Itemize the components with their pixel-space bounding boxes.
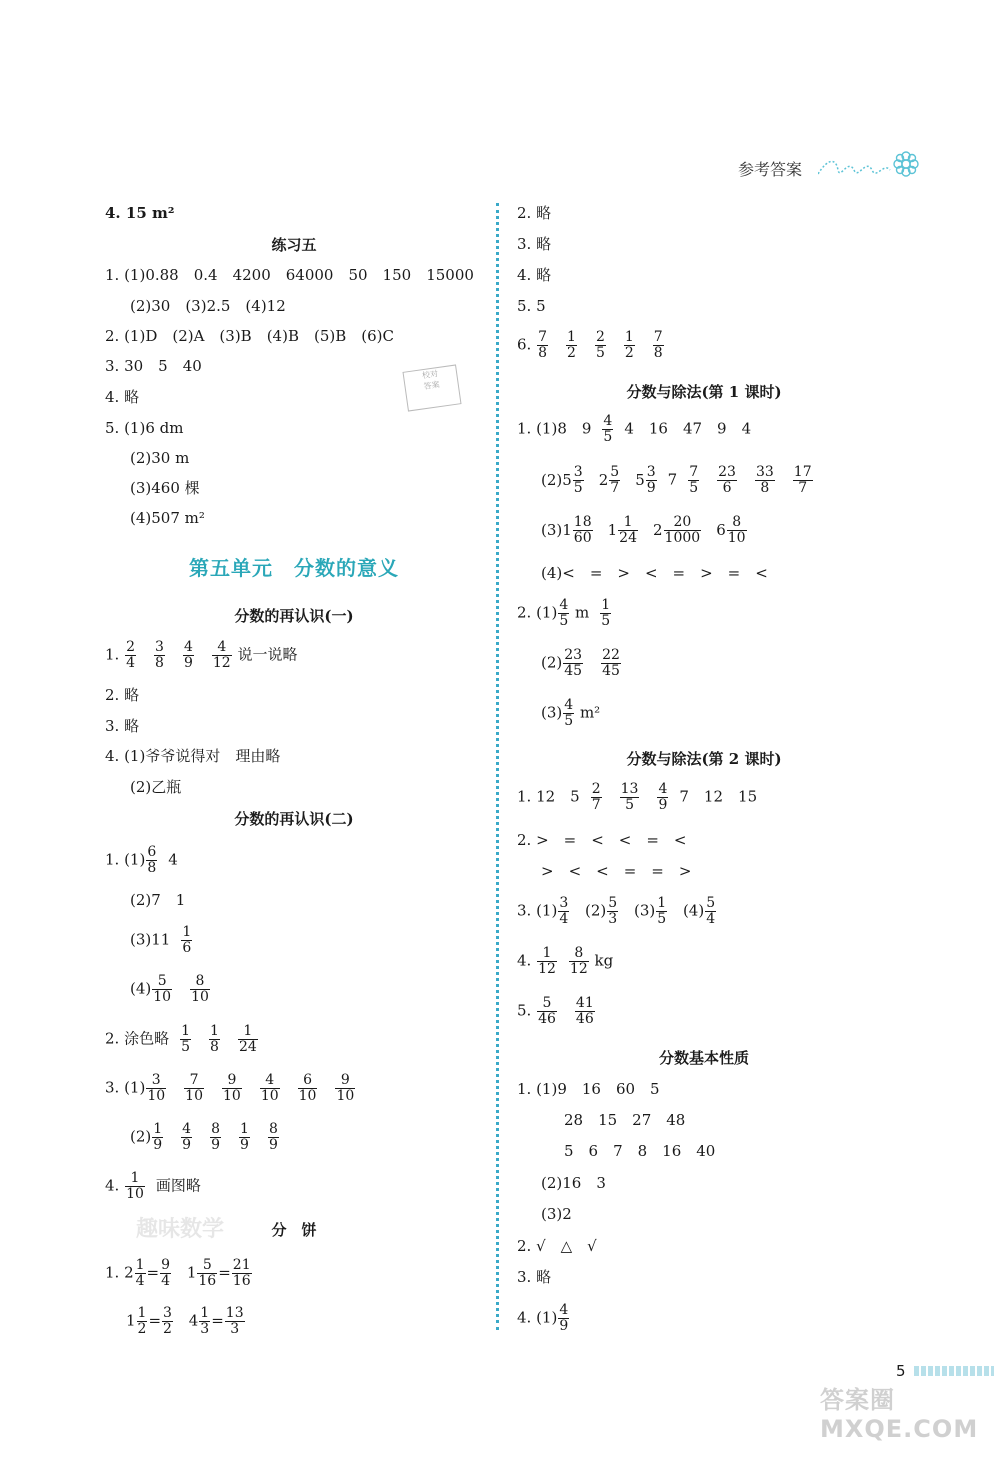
denominator: 8	[760, 480, 770, 496]
denominator: 2	[137, 1321, 147, 1337]
column-divider	[496, 203, 499, 1330]
fraction	[609, 465, 620, 496]
fraction	[618, 515, 638, 546]
mixed-number	[607, 514, 639, 546]
mixed-number	[653, 514, 702, 546]
fraction	[537, 330, 548, 361]
numerator: 6	[147, 844, 157, 860]
fraction	[232, 1258, 252, 1289]
fraction	[563, 648, 583, 679]
whole-part: 2	[598, 470, 609, 489]
section-heading-basic-property: 分数基本性质	[658, 1049, 750, 1067]
numerator: 8	[268, 1121, 278, 1137]
numerator: 6	[298, 1073, 318, 1089]
answer-line: 5. (1)6 dm	[105, 419, 184, 437]
denominator: 10	[260, 1088, 279, 1104]
denominator: 4	[559, 911, 569, 927]
fraction	[160, 1258, 171, 1289]
fraction	[558, 896, 569, 927]
flower-decoration-icon	[818, 148, 923, 184]
fraction	[162, 1306, 173, 1337]
denominator: 3	[608, 911, 618, 927]
numerator: 17	[793, 464, 812, 480]
answer-line: (2)7 1	[130, 891, 186, 909]
answer-line: 3. 30 5 40	[105, 357, 202, 375]
numerator: 1	[567, 329, 576, 345]
whole-part: 2	[653, 520, 663, 539]
denominator: 9	[211, 1137, 221, 1153]
denominator: 10	[153, 989, 172, 1005]
denominator: 7	[591, 797, 601, 813]
denominator: 5	[601, 613, 611, 629]
denominator: 7	[798, 480, 808, 496]
fraction	[180, 1024, 191, 1055]
numerator: 1	[125, 1171, 145, 1187]
fraction	[607, 896, 618, 927]
numerator: 3	[155, 639, 164, 655]
numerator: 1	[137, 1305, 147, 1321]
fraction	[563, 698, 574, 729]
answer-line: 4. 15 m²	[105, 204, 175, 222]
denominator: 46	[538, 1011, 556, 1027]
numerator: 1	[624, 329, 634, 345]
fraction	[755, 465, 775, 496]
fraction	[210, 1122, 221, 1153]
answer-line: 4. 略	[517, 266, 552, 284]
answer-line: 3. 略	[517, 1268, 552, 1286]
answer-line: 2. √ △ √	[517, 1237, 597, 1255]
numerator: 3	[146, 1073, 166, 1089]
answer-line: 3. 略	[517, 235, 552, 253]
unit-title: 第五单元 分数的意义	[189, 556, 399, 580]
numerator: 5	[706, 895, 716, 911]
denominator: 3	[200, 1321, 210, 1337]
numerator: 1	[601, 597, 611, 613]
fraction	[222, 1073, 242, 1104]
answer-line-fractions: 5. $\frac{5}{46}$ $\frac{41}{46}$	[517, 995, 594, 1027]
answer-line: (2)乙瓶	[130, 778, 182, 796]
mixed-number	[541, 514, 594, 546]
fraction	[566, 330, 577, 361]
denominator: 7	[610, 480, 620, 496]
fraction	[298, 1073, 318, 1104]
denominator: 6	[182, 940, 192, 956]
fraction	[181, 1122, 192, 1153]
numerator: 41	[575, 995, 594, 1011]
numerator: 7	[184, 1073, 204, 1089]
answer-line-fractions: (3) $\frac{4}{5}$ m²	[541, 697, 601, 729]
denominator: 5	[595, 345, 605, 361]
answer-line-fractions: 1. 12 5 $\frac{2}{7}$ $\frac{13}{5}$ $\frac{4}{9}$ 7 12 15	[517, 781, 758, 813]
denominator: 10	[191, 989, 209, 1005]
fraction	[657, 782, 668, 813]
numerator: 4	[559, 597, 569, 613]
denominator: 24	[238, 1039, 257, 1055]
numerator: 5	[610, 464, 620, 480]
fraction	[135, 1258, 146, 1289]
denominator: 9	[153, 1137, 163, 1153]
answer-line-fractions: 1. (1)8 9 $\frac{4}{5}$ 4 16 47 9 4	[517, 413, 752, 445]
numerator: 18	[573, 514, 592, 530]
numerator: 4	[182, 1121, 192, 1137]
denominator: 10	[147, 1088, 166, 1104]
answer-line-fractions: 4. (1) $\frac{4}{9}$	[517, 1302, 569, 1334]
numerator: 23	[564, 647, 583, 663]
answer-line-fractions: 1. (1) $\frac{6}{8}$ 4	[105, 844, 178, 876]
numerator: 22	[602, 647, 620, 663]
numerator: 4	[212, 640, 232, 656]
denominator: 2	[624, 345, 634, 361]
answer-line-fractions: 4. $\frac{1}{10}$ 画图略	[105, 1170, 201, 1202]
numerator: 3	[163, 1305, 172, 1321]
denominator: 9	[182, 1137, 192, 1153]
fraction	[705, 896, 716, 927]
fraction	[646, 465, 657, 496]
denominator: 9	[658, 797, 668, 813]
numerator: 13	[225, 1305, 244, 1321]
stamp-watermark: 校对 答案	[402, 364, 461, 411]
answer-line-fractions: 2. 涂色略 $\frac{1}{5}$ $\frac{1}{8}$ $\frac{1}{24}$	[105, 1023, 257, 1055]
denominator: 3	[230, 1321, 240, 1337]
fraction	[656, 896, 667, 927]
denominator: 5	[689, 480, 699, 496]
fraction	[154, 640, 165, 671]
denominator: 8	[210, 1039, 219, 1055]
numerator: 1	[182, 924, 192, 940]
numerator: 1	[238, 1024, 258, 1040]
numerator: 4	[559, 1302, 569, 1318]
fraction	[727, 515, 747, 546]
denominator: 4	[161, 1273, 171, 1289]
whole-part: 5	[635, 470, 645, 489]
fraction	[260, 1073, 280, 1104]
section-heading-split-cake: 分 饼	[271, 1221, 317, 1239]
numerator: 4	[260, 1073, 280, 1089]
fraction	[620, 782, 640, 813]
fraction	[688, 465, 699, 496]
numerator: 7	[653, 329, 663, 345]
answer-line-fractions: 3. (1) $\frac{3}{10}$ $\frac{7}{10}$ $\frac{9}{10}$ $\frac{4}{10}$ $\frac{6}{10}$ $\frac{9}{10}$	[105, 1072, 355, 1104]
denominator: 5	[181, 1039, 191, 1055]
denominator: 6	[722, 480, 732, 496]
answer-line: 2. > = < < = <	[517, 831, 687, 849]
denominator: 5	[573, 480, 583, 496]
fraction	[537, 946, 557, 977]
answer-line-fractions: (3)11 $\frac{1}{6}$	[130, 924, 192, 956]
section-heading-fraction-division-2: 分数与除法(第 2 课时)	[626, 750, 782, 768]
denominator: 10	[336, 1088, 355, 1104]
numerator: 4	[603, 413, 613, 429]
numerator: 3	[573, 464, 583, 480]
numerator: 9	[222, 1073, 242, 1089]
denominator: 1000	[664, 530, 701, 546]
numerator: 23	[718, 464, 736, 480]
answer-line: 28 15 27 48	[564, 1111, 686, 1129]
denominator: 24	[619, 530, 637, 546]
fraction	[184, 1073, 204, 1104]
numerator: 5	[537, 996, 557, 1012]
denominator: 4	[135, 1273, 145, 1289]
denominator: 9	[268, 1137, 278, 1153]
denominator: 2	[567, 345, 576, 361]
numerator: 8	[190, 974, 210, 990]
numerator: 20	[664, 515, 702, 531]
answer-line-fractions: (2) $\frac{23}{45}$ $\frac{22}{45}$	[541, 647, 620, 679]
mixed-number	[635, 464, 657, 496]
denominator: 46	[575, 1011, 594, 1027]
answer-line-fractions: 6. $\frac{7}{8}$ $\frac{1}{2}$ $\frac{2}{5}$ $\frac{1}{2}$ $\frac{7}{8}$	[517, 329, 663, 361]
fraction	[146, 845, 157, 876]
fraction	[212, 640, 232, 671]
denominator: 8	[653, 345, 663, 361]
numerator: 2	[126, 639, 136, 655]
section-heading-exercise5: 练习五	[271, 236, 317, 254]
answer-line-fractions: 1. 2 $\frac{1}{4}$ = $\frac{9}{4}$ 1 $\frac{5}{16}$ = $\frac{21}{16}$	[105, 1257, 251, 1289]
section-heading-fraction-recognition-2: 分数的再认识(二)	[234, 810, 354, 828]
fraction	[190, 974, 210, 1005]
fraction	[573, 465, 584, 496]
numerator: 1	[153, 1121, 163, 1137]
numerator: 1	[135, 1257, 145, 1273]
numerator: 1	[210, 1023, 219, 1039]
numerator: 7	[689, 464, 699, 480]
fraction	[793, 465, 813, 496]
answer-line-fractions: 1 $\frac{1}{2}$ = $\frac{3}{2}$ 4 $\frac{1}{3}$ = $\frac{13}{3}$	[126, 1305, 244, 1337]
fraction	[239, 1122, 250, 1153]
mixed-number	[598, 464, 621, 496]
numerator: 1	[240, 1121, 249, 1137]
fraction	[664, 515, 702, 546]
fraction	[591, 782, 602, 813]
numerator: 5	[608, 895, 618, 911]
fraction	[602, 414, 613, 445]
denominator: 5	[603, 429, 613, 445]
numerator: 1	[618, 515, 638, 531]
numerator: 1	[181, 1023, 191, 1039]
fraction	[152, 974, 172, 1005]
whole-part: (3)1	[541, 520, 572, 539]
fraction	[225, 1306, 245, 1337]
answer-line: (2)16 3	[541, 1174, 606, 1192]
fraction	[183, 640, 194, 671]
denominator: 5	[657, 911, 667, 927]
denominator: 8	[155, 655, 164, 671]
fraction	[125, 1171, 145, 1202]
numerator: 7	[538, 329, 548, 345]
denominator: 12	[538, 961, 556, 977]
denominator: 45	[602, 663, 620, 679]
answer-line: (3)460 棵	[130, 479, 200, 497]
denominator: 9	[183, 655, 193, 671]
denominator: 12	[569, 961, 588, 977]
denominator: 8	[147, 860, 157, 876]
denominator: 2	[163, 1321, 172, 1337]
mixed-number	[541, 464, 585, 496]
fraction	[653, 330, 664, 361]
fraction	[575, 996, 595, 1027]
numerator: 21	[232, 1257, 251, 1273]
answer-line-fractions	[541, 515, 748, 546]
whole-part: 6	[716, 520, 726, 539]
answer-line: 2. (1)D (2)A (3)B (4)B (5)B (6)C	[105, 327, 394, 345]
fun-math-label: 趣味数学	[136, 1216, 225, 1242]
denominator: 4	[706, 911, 716, 927]
numerator: 1	[657, 895, 667, 911]
denominator: 5	[564, 713, 574, 729]
fraction	[125, 640, 136, 671]
numerator: 4	[183, 639, 193, 655]
fraction	[537, 996, 557, 1027]
mixed-number	[716, 514, 747, 546]
fraction	[573, 515, 593, 546]
answer-line-fractions: (2)5 $\frac{3}{5}$ 2 $\frac{5}{7}$ 5 $\frac{3}{9}$ 7 $\frac{7}{5}$ $\frac{23}{6}$ $\frac{33}{8}$ $\frac{17}{7}$	[541, 464, 812, 496]
numerator: 8	[211, 1121, 221, 1137]
page-decoration-bar	[914, 1366, 994, 1376]
section-heading-fraction-recognition-1: 分数的再认识(一)	[234, 607, 354, 625]
denominator: 8	[538, 345, 548, 361]
numerator: 5	[197, 1258, 217, 1274]
numerator: 4	[564, 697, 574, 713]
denominator: 10	[298, 1088, 317, 1104]
fraction	[335, 1073, 355, 1104]
fraction	[558, 1303, 569, 1334]
numerator: 1	[537, 946, 557, 962]
denominator: 9	[559, 1318, 569, 1334]
numerator: 4	[658, 781, 668, 797]
whole-part: (2)5	[541, 470, 572, 489]
site-watermark: 答案圈 MXQE.COM	[820, 1386, 979, 1443]
answer-line: (2)30 m	[130, 449, 190, 467]
answer-line: 5. 5	[517, 297, 546, 315]
answer-line: 1. (1)9 16 60 5	[517, 1080, 660, 1098]
numerator: 9	[161, 1257, 171, 1273]
answer-line-fractions: 1. $\frac{2}{4}$ $\frac{3}{8}$ $\frac{4}{9}$ $\frac{4}{12}$ 说一说略	[105, 639, 298, 671]
numerator: 13	[620, 781, 639, 797]
denominator: 5	[559, 613, 569, 629]
denominator: 9	[240, 1137, 249, 1153]
answer-line: 4. 略	[105, 388, 140, 406]
fraction	[600, 598, 611, 629]
answer-line: 3. 略	[105, 717, 140, 735]
answer-line: (4)< = > < = > = <	[541, 564, 768, 582]
answer-line: (3)2	[541, 1205, 572, 1223]
fraction	[624, 330, 635, 361]
answer-line: > < < = = >	[541, 862, 692, 880]
denominator: 5	[625, 797, 635, 813]
answer-line: 1. (1)0.88 0.4 4200 64000 50 150 15000	[105, 266, 474, 284]
numerator: 9	[335, 1073, 355, 1089]
fraction	[569, 946, 589, 977]
numerator: 3	[646, 464, 656, 480]
fraction	[717, 465, 737, 496]
fraction	[601, 648, 621, 679]
fraction	[199, 1306, 210, 1337]
denominator: 9	[646, 480, 656, 496]
fraction	[238, 1024, 258, 1055]
fraction	[181, 925, 192, 956]
numerator: 2	[595, 329, 605, 345]
fraction	[197, 1258, 217, 1289]
fraction	[137, 1306, 148, 1337]
denominator: 45	[564, 663, 583, 679]
fraction	[558, 598, 569, 629]
answer-line-fractions: (4) $\frac{5}{10}$ $\frac{8}{10}$	[130, 973, 209, 1005]
page-header-title: 参考答案	[738, 160, 803, 179]
section-heading-fraction-division-1: 分数与除法(第 1 课时)	[626, 383, 782, 401]
fraction	[268, 1122, 279, 1153]
numerator: 1	[200, 1305, 210, 1321]
fraction	[152, 1122, 163, 1153]
denominator: 10	[727, 530, 746, 546]
whole-part: 1	[607, 520, 618, 539]
denominator: 60	[573, 530, 592, 546]
answer-line: 2. 略	[105, 686, 140, 704]
numerator: 33	[755, 464, 774, 480]
numerator: 5	[152, 974, 172, 990]
answer-line: 4. (1)爷爷说得对 理由略	[105, 747, 281, 765]
denominator: 16	[232, 1273, 251, 1289]
denominator: 4	[126, 655, 136, 671]
page-number: 5	[896, 1362, 906, 1380]
numerator: 3	[559, 895, 569, 911]
denominator: 10	[126, 1186, 144, 1202]
answer-line-fractions: (2) $\frac{1}{9}$ $\frac{4}{9}$ $\frac{8}{9}$ $\frac{1}{9}$ $\frac{8}{9}$	[130, 1121, 278, 1153]
numerator: 8	[727, 515, 747, 531]
answer-line: 2. 略	[517, 204, 552, 222]
denominator: 10	[185, 1088, 203, 1104]
denominator: 10	[222, 1088, 241, 1104]
denominator: 16	[198, 1273, 217, 1289]
answer-line: (2)30 (3)2.5 (4)12	[130, 297, 286, 315]
answer-line-fractions: 4. $\frac{1}{12}$ $\frac{8}{12}$ kg	[517, 945, 614, 977]
answer-line-fractions: 3. (1) $\frac{3}{4}$ (2) $\frac{5}{3}$ (3) $\frac{1}{5}$ (4) $\frac{5}{4}$	[517, 895, 716, 927]
fraction	[146, 1073, 166, 1104]
answer-line: 5 6 7 8 16 40	[564, 1142, 716, 1160]
numerator: 2	[591, 781, 601, 797]
numerator: 8	[569, 946, 589, 962]
fraction	[595, 330, 606, 361]
fraction	[209, 1024, 220, 1055]
denominator: 12	[212, 655, 231, 671]
answer-line-fractions: 2. (1) $\frac{4}{5}$ m $\frac{1}{5}$	[517, 597, 611, 629]
answer-line: (4)507 m²	[130, 509, 205, 527]
